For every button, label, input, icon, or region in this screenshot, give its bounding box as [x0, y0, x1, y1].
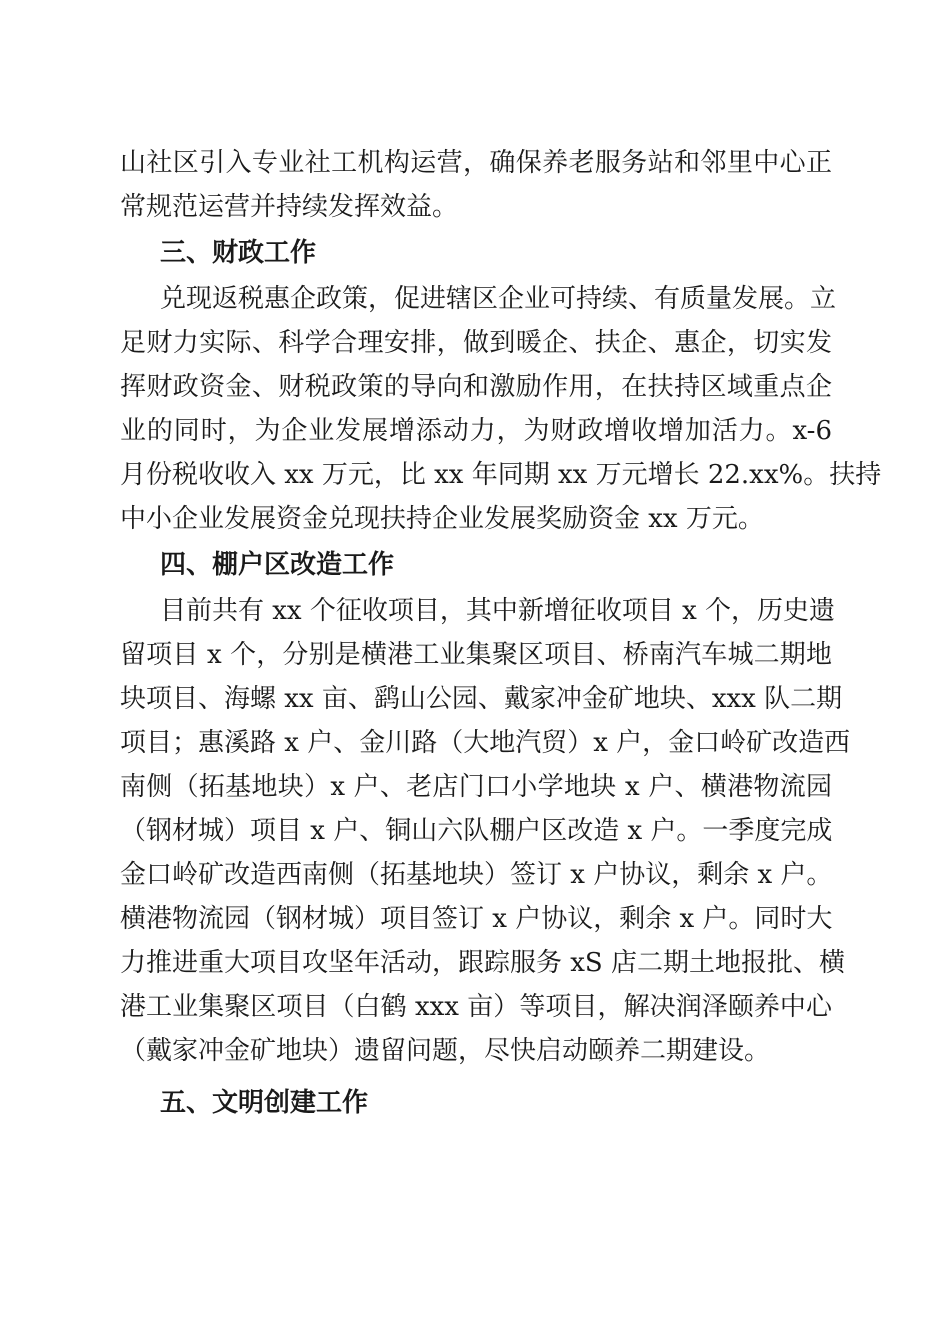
section-4-line-7: 金口岭矿改造西南侧（拓基地块）签订 x 户协议，剩余 x 户。: [120, 860, 833, 890]
section-4-heading: 四、棚户区改造工作: [160, 550, 395, 580]
section-3-line-3: 挥财政资金、财税政策的导向和激励作用，在扶持区域重点企: [120, 372, 832, 402]
section-3-heading: 三、财政工作: [160, 238, 317, 268]
section-4-line-11: （戴家冲金矿地块）遗留问题，尽快启动颐养二期建设。: [120, 1036, 771, 1066]
section-4-line-6: （钢材城）项目 x 户、铜山六队棚户区改造 x 户。一季度完成: [120, 816, 833, 846]
section-4-line-10: 港工业集聚区项目（白鹤 xxx 亩）等项目，解决润泽颐养中心: [120, 992, 832, 1022]
section-3-line-4: 业的同时，为企业发展增添动力，为财政增收增加活力。x-6: [120, 416, 832, 446]
section-4-line-3: 块项目、海螺 xx 亩、鹞山公园、戴家冲金矿地块、xxx 队二期: [120, 684, 843, 714]
section-3-line-6: 中小企业发展资金兑现扶持企业发展奖励资金 xx 万元。: [120, 504, 764, 534]
section-4-line-1: 目前共有 xx 个征收项目，其中新增征收项目 x 个，历史遗: [160, 596, 836, 626]
intro-line-2: 常规范运营并持续发挥效益。: [120, 192, 459, 222]
section-4-line-4: 项目；惠溪路 x 户、金川路（大地汽贸）x 户，金口岭矿改造西: [120, 728, 851, 758]
section-3-line-2: 足财力实际、科学合理安排，做到暖企、扶企、惠企，切实发: [120, 328, 832, 358]
section-4-line-9: 力推进重大项目攻坚年活动，跟踪服务 xS 店二期土地报批、横: [120, 948, 846, 978]
section-4-line-8: 横港物流园（钢材城）项目签订 x 户协议，剩余 x 户。同时大: [120, 904, 833, 934]
section-4-line-5: 南侧（拓基地块）x 户、老店门口小学地块 x 户、横港物流园: [120, 772, 832, 802]
section-3-line-1: 兑现返税惠企政策，促进辖区企业可持续、有质量发展。立: [160, 284, 837, 314]
section-5-heading: 五、文明创建工作: [160, 1088, 369, 1118]
intro-line-1: 山社区引入专业社工机构运营，确保养老服务站和邻里中心正: [120, 148, 832, 178]
section-3-line-5: 月份税收收入 xx 万元，比 xx 年同期 xx 万元增长 22.xx%。扶持: [120, 460, 882, 490]
section-4-line-2: 留项目 x 个，分别是横港工业集聚区项目、桥南汽车城二期地: [120, 640, 832, 670]
